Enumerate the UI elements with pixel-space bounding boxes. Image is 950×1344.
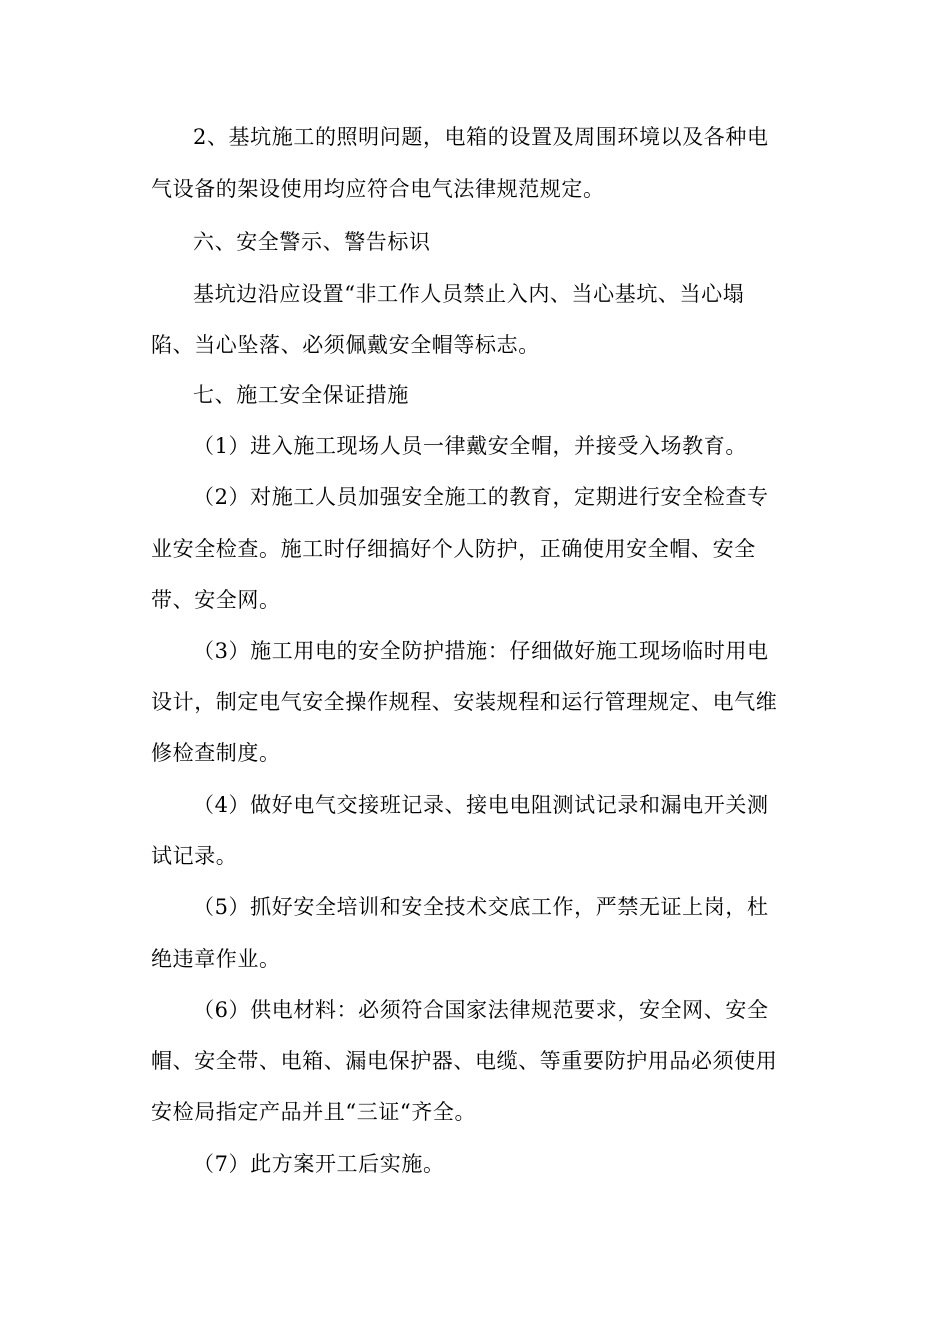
list-item-5: （5）抓好安全培训和安全技术交底工作，严禁无证上岗，杜 — [193, 895, 769, 919]
text-line: 设计，制定电气安全操作规程、安装规程和运行管理规定、电气维 — [151, 690, 778, 714]
text-line: 试记录。 — [151, 844, 238, 868]
text-line: 基坑边沿应设置“非工作人员禁止入内、当心基坑、当心塌 — [193, 282, 745, 306]
list-item-1: （1）进入施工现场人员一律戴安全帽，并接受入场教育。 — [193, 434, 747, 458]
text-line: 业安全检查。施工时仔细搞好个人防护，正确使用安全帽、安全 — [151, 537, 756, 561]
list-item-3: （3）施工用电的安全防护措施：仔细做好施工现场临时用电 — [193, 639, 769, 663]
text-line: 2、基坑施工的照明问题，电箱的设置及周围环境以及各种电 — [193, 125, 769, 149]
list-item-2: （2）对施工人员加强安全施工的教育，定期进行安全检查专 — [193, 485, 769, 509]
text-line: 陷、当心坠落、必须佩戴安全帽等标志。 — [151, 333, 540, 357]
text-line: 修检查制度。 — [151, 741, 281, 765]
section-heading-7: 七、施工安全保证措施 — [193, 383, 409, 407]
text-line: 气设备的架设使用均应符合电气法律规范规定。 — [151, 177, 605, 201]
text-line: 帽、安全带、电箱、漏电保护器、电缆、等重要防护用品必须使用 — [151, 1049, 778, 1073]
text-line: 带、安全网。 — [151, 588, 281, 612]
list-item-6: （6）供电材料：必须符合国家法律规范要求，安全网、安全 — [193, 998, 769, 1022]
list-item-7: （7）此方案开工后实施。 — [193, 1152, 445, 1176]
text-line: 安检局指定产品并且“三证“齐全。 — [151, 1100, 477, 1124]
section-heading-6: 六、安全警示、警告标识 — [193, 230, 431, 254]
list-item-4: （4）做好电气交接班记录、接电电阻测试记录和漏电开关测 — [193, 793, 769, 817]
text-line: 绝违章作业。 — [151, 947, 281, 971]
